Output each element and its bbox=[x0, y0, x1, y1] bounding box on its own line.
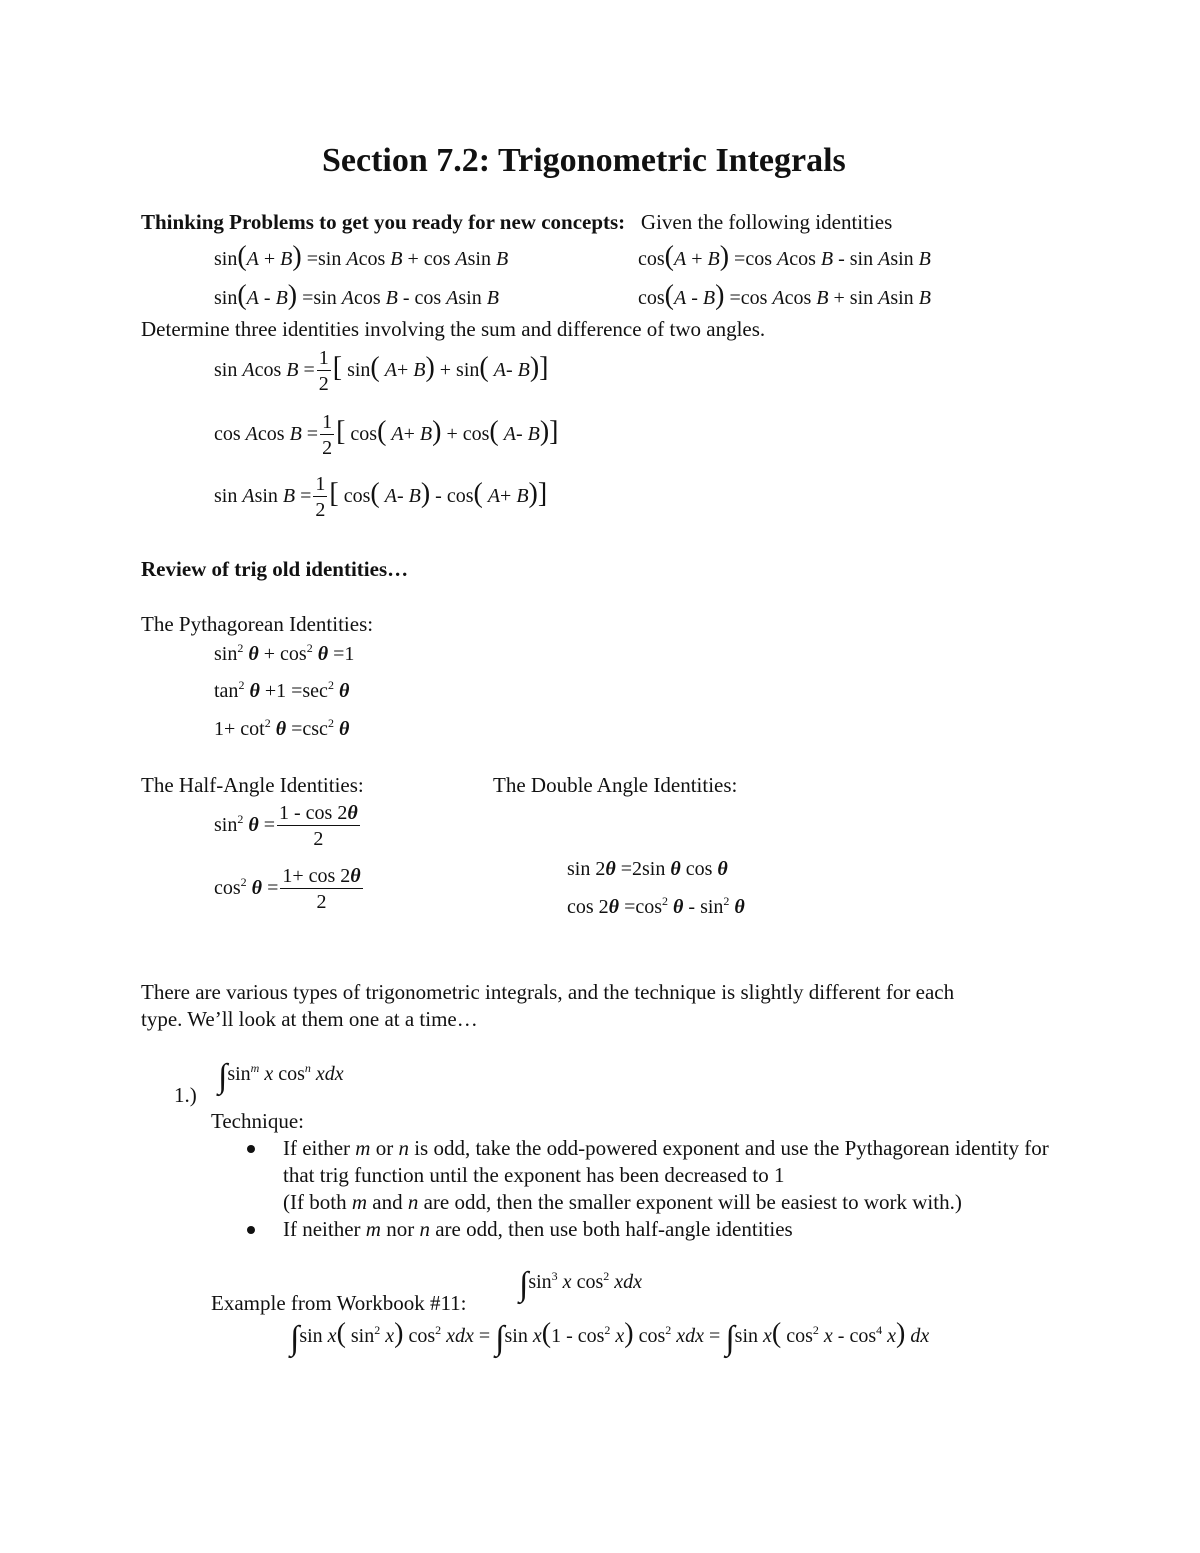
product-sin-sin: sin Asin B = $\frac{1}{2}$ [ cos( A- B) - cos( A+ B)] bbox=[214, 473, 548, 521]
product-sin-cos: sin Acos B = $\frac{1}{2}$ [ sin( A+ B) + sin( A- B)] bbox=[214, 347, 549, 395]
example-label: Example from Workbook #11: bbox=[211, 1291, 467, 1315]
thinking-text: Given the following identities bbox=[640, 210, 893, 234]
item1-integral: $\int\sin^m$ x $\cos^n$ xdx bbox=[218, 1058, 344, 1095]
determine-text: Determine three identities involving the sum and difference of two angles. bbox=[141, 317, 766, 341]
double-angle-sin: sin 2θ =2sin θ cos θ bbox=[567, 858, 728, 880]
pythagorean-2: $\tan^2 \theta +1 =\sec^2$ θ bbox=[214, 678, 350, 702]
half-angle-label: The Half-Angle Identities: bbox=[141, 773, 364, 797]
intro-line-1: There are various types of trigonometric integrals, and the technique is slightly different for each bbox=[141, 980, 955, 1004]
identity-cos-sum: cos(A + B) =cos Acos B - sin Asin B bbox=[638, 241, 931, 272]
half-angle-sin: $\sin^2 \theta$ = $\frac{1 - \cos 2\theta}{2}$ bbox=[214, 802, 358, 850]
example-integral: $\int\sin^3$ x $\cos^2$ xdx bbox=[519, 1266, 642, 1303]
thinking-label: Thinking Problems to get you ready for new concepts: bbox=[141, 210, 626, 234]
identity-cos-diff: cos(A - B) =cos Acos B + sin Asin B bbox=[638, 280, 931, 311]
review-heading: Review of trig old identities… bbox=[141, 557, 409, 581]
bullet-dot bbox=[247, 1226, 255, 1234]
product-cos-cos: cos Acos B = $\frac{1}{2}$ [ cos( A+ B) + cos( A- B)] bbox=[214, 411, 559, 459]
example-work: ∫sin x( $\sin^2 x$) $\cos^2$ xdx = ∫sin $x(1 - \cos^2 x)$ $\cos^2$ xdx = ∫sin x( $\cos^2 x - \cos^4 x$) dx bbox=[290, 1318, 930, 1357]
double-angle-label: The Double Angle Identities: bbox=[493, 773, 738, 797]
technique-list bbox=[247, 1135, 1067, 1243]
item1-number: 1.) bbox=[174, 1083, 197, 1107]
double-angle-cos: $\cos 2\theta =\cos^2$ θ - $\sin^2 \theta$ bbox=[567, 894, 745, 918]
intro-line-2: type. We’ll look at them one at a time… bbox=[141, 1007, 478, 1031]
half-angle-cos: $\cos^2 \theta$ = $\frac{1+ \cos 2\theta}{2}$ bbox=[214, 865, 361, 913]
bullet-dot bbox=[247, 1145, 255, 1153]
technique-bullet-odd: If either m or n is odd, take the odd-powered exponent and use the Pythagorean identity for that trig function until the exponent has been decreased to 1 (If both m and n are odd, then the smaller exponent will be easiest to work with.) bbox=[247, 1135, 1067, 1216]
thinking-intro bbox=[141, 209, 892, 236]
identity-sin-sum: sin(A + B) =sin Acos B + cos Asin B bbox=[214, 241, 509, 272]
identity-sin-diff: sin(A - B) =sin Acos B - cos Asin B bbox=[214, 280, 499, 311]
pythagorean-3: $1+ \cot^2 \theta =\csc^2$ θ bbox=[214, 716, 350, 740]
technique-bullet-even: If neither m nor n are odd, then use both half-angle identities bbox=[247, 1216, 1067, 1243]
pythagorean-label: The Pythagorean Identities: bbox=[141, 612, 374, 636]
technique-label: Technique: bbox=[211, 1109, 304, 1133]
pythagorean-1: $\sin^2 \theta + \cos^2 \theta =1$ bbox=[214, 641, 355, 665]
page-title: Section 7.2: Trigonometric Integrals bbox=[322, 142, 846, 179]
